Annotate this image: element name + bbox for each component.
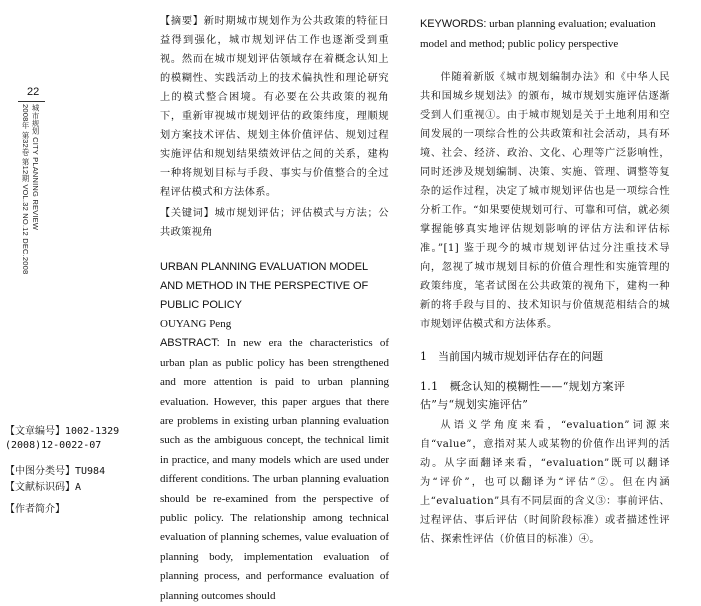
article-number: 【文章编号】1002-1329 bbox=[5, 426, 120, 437]
page-number-rule bbox=[18, 101, 45, 102]
chinese-keywords bbox=[160, 204, 389, 242]
abstract-column bbox=[160, 12, 389, 606]
english-title: URBAN PLANNING EVALUATION MODEL AND METHOD IN THE PERSPECTIVE OF PUBLIC POLICY bbox=[160, 261, 369, 311]
english-abstract bbox=[160, 334, 389, 606]
article-number-cont: (2008)12-0022-07 bbox=[5, 440, 102, 451]
intro-paragraph: 伴随着新版《城市规划编制办法》和《中华人民共和国城乡规划法》的颁布，城市规划实施评估逐渐受到人们重视①。由于城市规划是关于土地利用和空间发展的一项综合性的公共政策和社会活动，具有环境、社会、经济、政治、文化、心理等广泛影响性，同时还涉及规划编制、决策、实施、管理、调整等复杂的运作过程，决定了城市规划评估也是一项综合性分析工作。“如果要使规划可行、可靠和可信，就必须掌握能够真实地评估规划影响的评估方法和评估标准。”[1] 鉴于现今的城市规划评估过分注重技术导向，忽视了城市规划目标的价值合理性和实施管理的政策纬度，笔者试图在公共政策的视角下，建构一种新的将手段与目的、技术知识与价值规范相结合的城市规划评估模式和方法体系。 bbox=[420, 72, 670, 330]
journal-name: 城市规划 CITY PLANNING REVIEW bbox=[31, 104, 40, 231]
margin-sidebar bbox=[0, 0, 150, 521]
section-1-1-paragraph: 从语义学角度来看，“evaluation”词源来自“value”，意指对某人或某物的价值作出评判的活动。从字面翻译来看，“evaluation”既可以翻译为“评价”，也可以翻译为“评估”②。但在内涵上“evaluation”具有不同层面的含义③：事前评估、过程评估、事后评估（时间阶段标准）或者描述性评估、探索性评估（价值目的标准）④。 bbox=[420, 420, 670, 545]
page-number: 22 bbox=[27, 86, 40, 98]
english-abstract-label: ABSTRACT: bbox=[160, 337, 220, 350]
section-1-1-heading: 1.1 概念认知的模糊性——“规划方案评估”与“规划实施评估” bbox=[420, 380, 626, 411]
english-keywords bbox=[420, 14, 670, 54]
keywords-text: 城市规划评估；评估模式与方法；公共政策视角 bbox=[160, 208, 389, 238]
english-abstract-text: In new era the characteristics of urban plan as public policy has been strengthened and more attention is paid to urban planning evaluation. However, this paper argues that there are problems in existing urban planning evaluation such as the ambiguous concept, the technical limit in practice, and many models which are used under different conditions. The urban planning evaluation should be re-examined from the perspective of public policy. The relationship among technical evaluation of planning schemes, value evaluation of planning body, implementation evaluation of planning process, and performance evaluation of planning outcomes should bbox=[160, 337, 389, 602]
chinese-abstract bbox=[160, 12, 389, 202]
abstract-label: 【摘要】 bbox=[160, 16, 204, 27]
issue-info: 2008年 第32卷 第12期 VOL.32 NO.12 DEC.2008 bbox=[21, 104, 30, 275]
english-keywords-label: KEYWORDS: bbox=[420, 18, 487, 30]
english-author: OUYANG Peng bbox=[160, 318, 232, 330]
section-1-heading: 1 当前国内城市规划评估存在的问题 bbox=[420, 350, 603, 363]
running-header-vertical bbox=[20, 104, 40, 274]
document-code: 【文献标识码】A bbox=[5, 482, 82, 493]
english-keywords-text: urban planning evaluation; evaluation model and method; public policy perspective bbox=[420, 18, 656, 50]
keywords-label: 【关键词】 bbox=[160, 208, 215, 219]
abstract-text: 新时期城市规划作为公共政策的特征日益得到强化，城市规划评估工作也逐渐受到重视。然而在城市规划评估领域存在着概念认知上的模糊性、实践活动上的技术偏执性和理论研究上的模式整合困境。有必要在公共政策的视角下，重新审视城市规划评估的政策纬度，理顺规划方案技术评估、规划主体价值评估、规划过程实施评估和规划结果绩效评估之间的关系，建构一种将规划目标与手段、事实与价值整合的全过程评估模式和方法体系。 bbox=[160, 16, 389, 198]
body-column bbox=[420, 14, 670, 549]
clc-number: 【中图分类号】TU984 bbox=[5, 466, 106, 477]
author-bio-label: 【作者简介】 bbox=[5, 504, 65, 515]
